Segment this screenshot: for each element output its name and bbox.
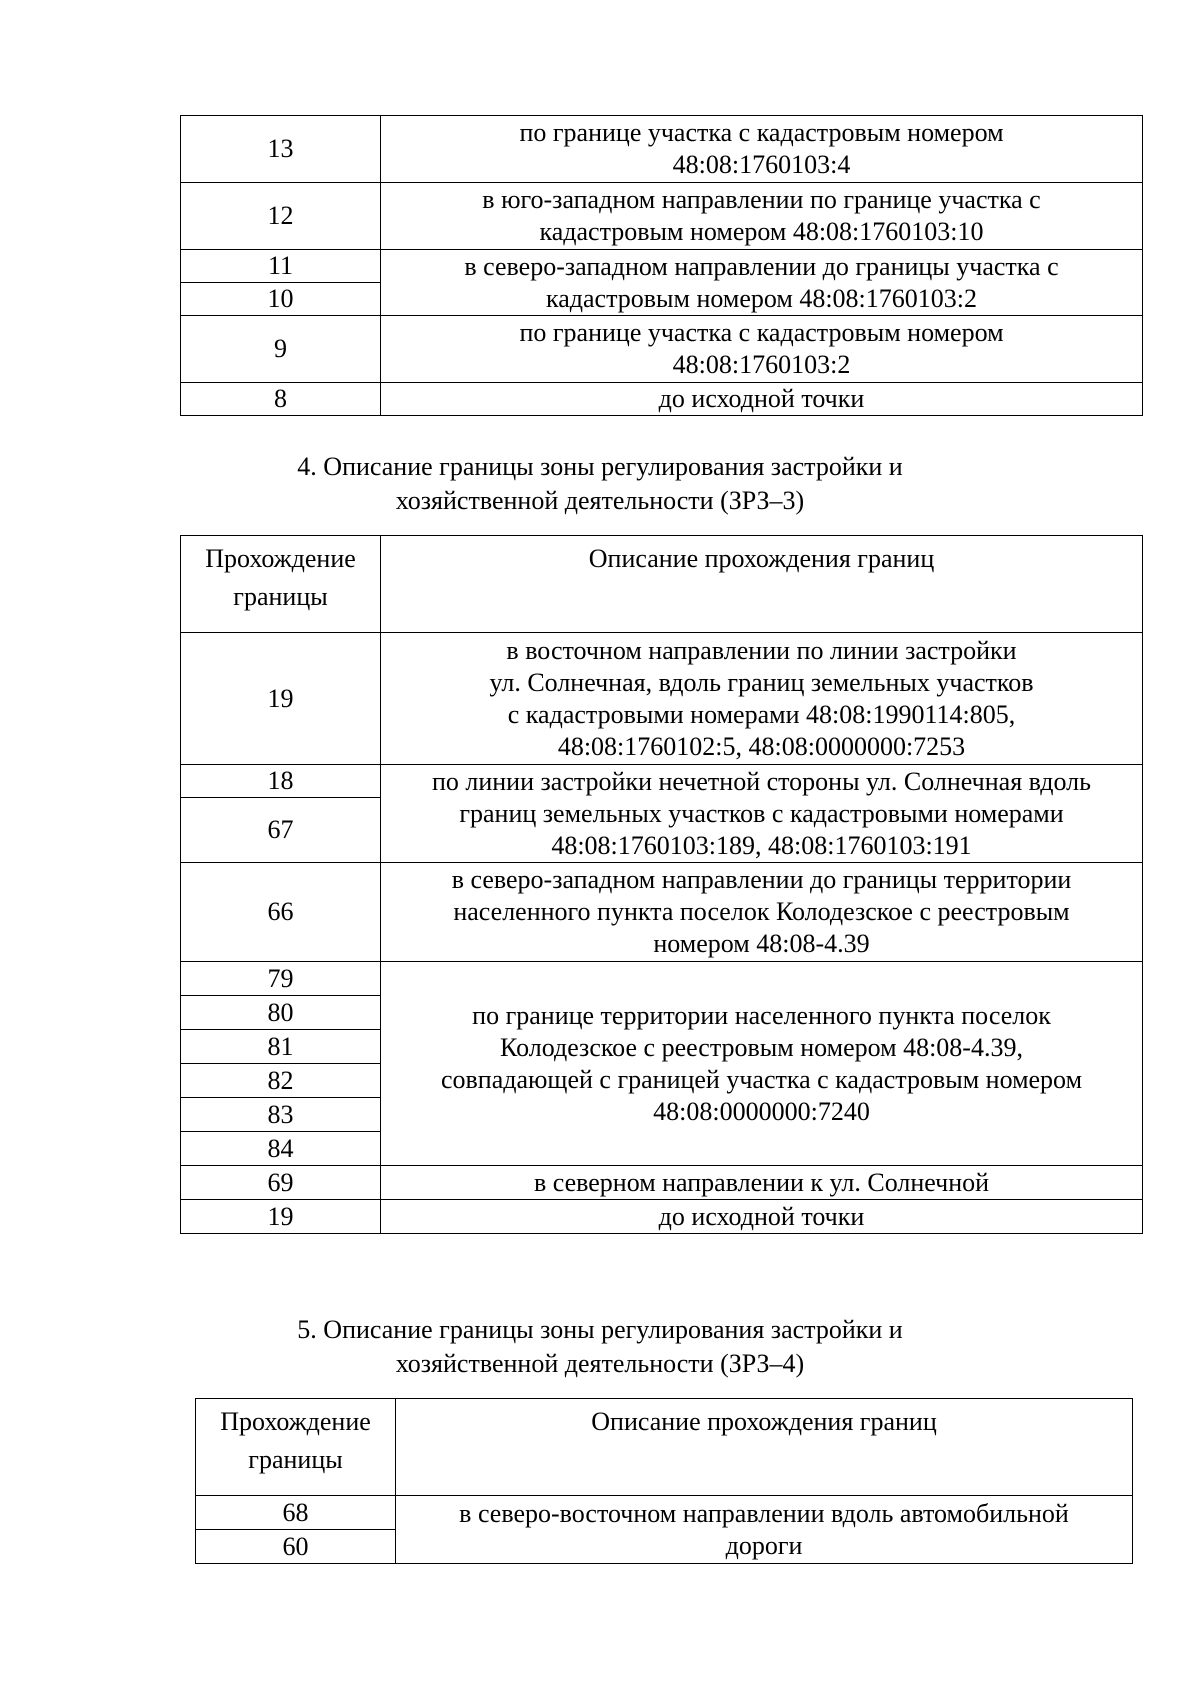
description-cell: в северо-западном направлении до границы территории населенного пункта поселок Колодезское с реестровым номером 48:08-4.39	[381, 863, 1143, 962]
point-cell: 18	[181, 765, 381, 798]
point-cell: 13	[181, 116, 381, 183]
point-cell: 66	[181, 863, 381, 962]
point-cell: 69	[181, 1166, 381, 1200]
header-description-cell: Описание прохождения границ	[396, 1399, 1133, 1496]
point-cell: 8	[181, 383, 381, 416]
header-description-cell: Описание прохождения границ	[381, 536, 1143, 633]
description-cell: по границе участка с кадастровым номером 48:08:1760103:2	[381, 316, 1143, 383]
description-cell: в северо-восточном направлении вдоль автомобильной дороги	[396, 1496, 1133, 1564]
zrz4-boundary-table	[195, 1398, 1133, 1564]
point-cell: 82	[181, 1064, 381, 1098]
header-point-cell: Прохождение границы	[196, 1399, 396, 1496]
point-cell: 12	[181, 183, 381, 250]
description-cell: в восточном направлении по линии застройки ул. Солнечная, вдоль границ земельных участков с кадастровыми номерами 48:08:1990114:805, 48:08:1760102:5, 48:08:0000000:7253	[381, 633, 1143, 765]
point-cell: 68	[196, 1496, 396, 1530]
description-cell: по линии застройки нечетной стороны ул. Солнечная вдоль границ земельных участков с кадастровыми номерами 48:08:1760103:189, 48:08:1760103:191	[381, 765, 1143, 863]
point-cell: 80	[181, 996, 381, 1030]
point-cell: 81	[181, 1030, 381, 1064]
point-cell: 83	[181, 1098, 381, 1132]
point-cell: 84	[181, 1132, 381, 1166]
section-4-heading: 4. Описание границы зоны регулирования застройки и хозяйственной деятельности (ЗРЗ–3)	[297, 452, 903, 515]
boundary-table-continuation	[180, 115, 1143, 416]
point-cell: 19	[181, 633, 381, 765]
description-cell: по границе участка с кадастровым номером 48:08:1760103:4	[381, 116, 1143, 183]
header-point-cell: Прохождение границы	[181, 536, 381, 633]
point-cell: 19	[181, 1200, 381, 1234]
description-cell: до исходной точки	[381, 1200, 1143, 1234]
point-cell: 10	[181, 283, 381, 316]
zrz3-boundary-table	[180, 535, 1143, 1234]
point-cell: 9	[181, 316, 381, 383]
description-cell: до исходной точки	[381, 383, 1143, 416]
point-cell: 67	[181, 798, 381, 863]
description-cell: в юго-западном направлении по границе участка с кадастровым номером 48:08:1760103:10	[381, 183, 1143, 250]
description-cell: по границе территории населенного пункта поселок Колодезское с реестровым номером 48:08-4.39, совпадающей с границей участка с кадастровым номером 48:08:0000000:7240	[381, 962, 1143, 1166]
point-cell: 11	[181, 250, 381, 283]
point-cell: 79	[181, 962, 381, 996]
description-cell: в северо-западном направлении до границы участка с кадастровым номером 48:08:1760103:2	[381, 250, 1143, 316]
point-cell: 60	[196, 1530, 396, 1564]
section-5-heading: 5. Описание границы зоны регулирования застройки и хозяйственной деятельности (ЗРЗ–4)	[297, 1315, 903, 1378]
description-cell: в северном направлении к ул. Солнечной	[381, 1166, 1143, 1200]
